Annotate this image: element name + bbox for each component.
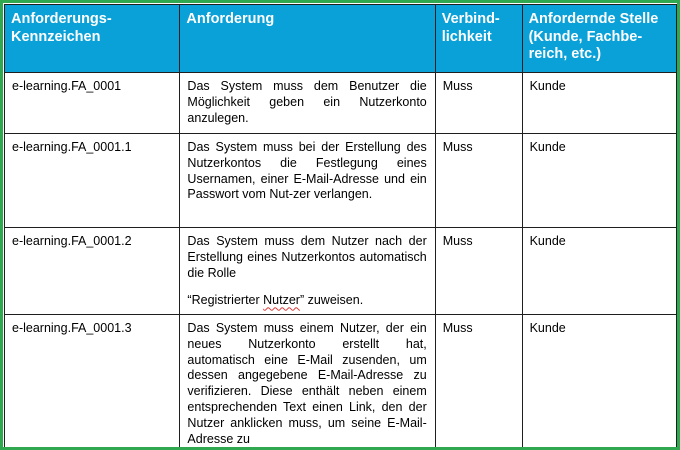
table-header-row (5, 5, 677, 73)
cell-id: e-learning.FA_0001 (5, 73, 180, 134)
header-id: Anforderungs-Kennzeichen (5, 5, 180, 73)
cell-requirement: Das System muss dem Benutzer die Möglichkeit geben ein Nutzerkonto anzulegen. (180, 73, 435, 134)
cell-requester: Kunde (522, 228, 676, 315)
spellcheck-word: Nutzer (263, 293, 300, 308)
cell-requester: Kunde (522, 73, 676, 134)
cell-requester: Kunde (522, 315, 676, 450)
cell-id: e-learning.FA_0001.2 (5, 228, 180, 315)
cell-binding: Muss (435, 228, 522, 315)
cell-requirement: Das System muss bei der Erstellung des Nutzerkontos die Festlegung eines Usernamen, einer E-Mail-Adresse und ein Passwort vom Nut-zer verlangen. (180, 134, 435, 228)
quote-prefix: “Registrierter (187, 293, 264, 308)
requirement-text-continued (187, 293, 426, 309)
header-requester: Anfordernde Stelle (Kunde, Fachbe-reich, etc.) (522, 5, 676, 73)
table-row (5, 315, 677, 450)
quote-suffix: ” zuweisen. (299, 293, 364, 308)
cell-requirement (180, 228, 435, 315)
cell-id: e-learning.FA_0001.3 (5, 315, 180, 450)
header-requirement: Anforderung (180, 5, 435, 73)
table-row (5, 134, 677, 228)
table-row (5, 73, 677, 134)
requirement-text: Das System muss dem Nutzer nach der Erstellung eines Nutzerkontos automatisch die Rolle (187, 234, 427, 280)
cell-binding: Muss (435, 73, 522, 134)
cell-requirement: Das System muss einem Nutzer, der ein neues Nutzerkonto erstellt hat, automatisch eine E-Mail zusenden, um dessen angegebene E-Mail-Adresse zu verifizieren. Diese enthält neben einem entsprechenden Text einen Link, den der Nutzer anklicken muss, um seine E-Mail-Adresse zu (180, 315, 435, 450)
header-binding: Verbind-lichkeit (435, 5, 522, 73)
paragraph-gap (187, 281, 426, 293)
cell-requester: Kunde (522, 134, 676, 228)
requirements-table (4, 4, 677, 450)
cell-id: e-learning.FA_0001.1 (5, 134, 180, 228)
table-row (5, 228, 677, 315)
cell-binding: Muss (435, 134, 522, 228)
cell-binding: Muss (435, 315, 522, 450)
